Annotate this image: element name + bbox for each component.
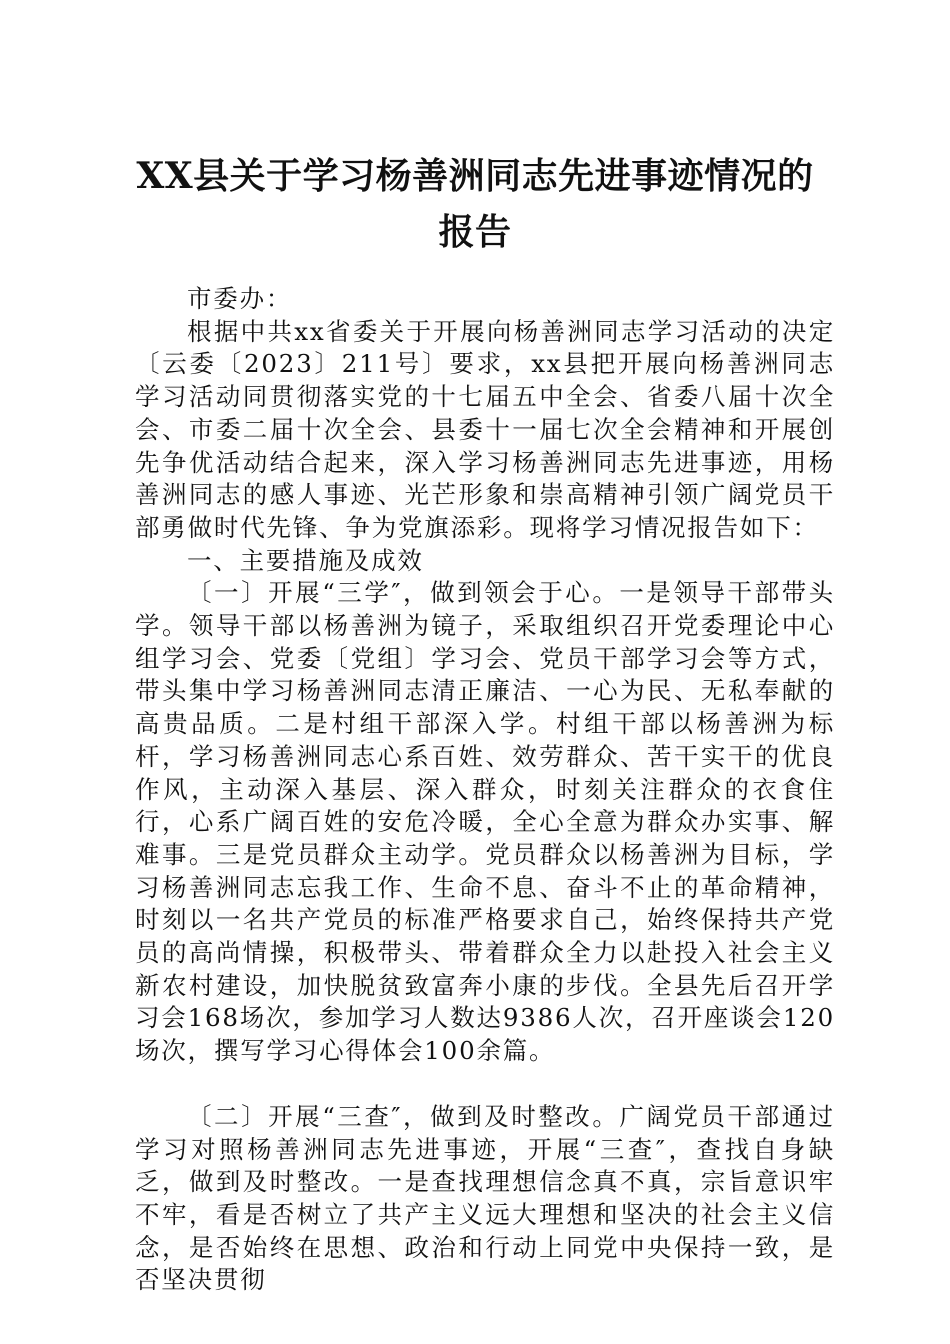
paragraph-three-checks: 〔二〕开展“三查″，做到及时整改。广阔党员干部通过学习对照杨善洲同志先进事迹，开展“三查″，查找自身缺乏，做到及时整改。一是查找理想信念真不真，宗旨意识牢不牢，看是否树立了共产主义远大理想和坚决的社会主义信念，是否始终在思想、政治和行动上同党中央保持一致，是否坚决贯彻 (135, 1101, 835, 1295)
salutation: 市委办： (187, 284, 293, 313)
document-title: XX县关于学习杨善洲同志先进事迹情况的报告 (136, 155, 814, 253)
document-body (135, 283, 835, 1297)
paragraph-intro: 根据中共xx省委关于开展向杨善洲同志学习活动的决定〔云委〔2023〕211号〕要求，xx县把开展向杨善洲同志学习活动同贯彻落实党的十七届五中全会、省委八届十次全会、市委二届十次全会、县委十一届七次全会精神和开展创先争优活动结合起来，深入学习杨善洲同志先进事迹，用杨善洲同志的感人事迹、光芒形象和崇高精神引领广阔党员干部勇做时代先锋、争为党旗添彩。现将学习情况报告如下： (135, 316, 835, 542)
paragraph-three-studies: 〔一〕开展“三学″，做到领会于心。一是领导干部带头学。领导干部以杨善洲为镜子，采取组织召开党委理论中心组学习会、党委〔党组〕学习会、党员干部学习会等方式，带头集中学习杨善洲同志清正廉洁、一心为民、无私奉献的高贵品质。二是村组干部深入学。村组干部以杨善洲为标杆，学习杨善洲同志心系百姓、效劳群众、苦干实干的优良作风，主动深入基层、深入群众，时刻关注群众的衣食住行，心系广阔百姓的安危冷暖，全心全意为群众办实事、解难事。三是党员群众主动学。党员群众以杨善洲为目标，学习杨善洲同志忘我工作、生命不息、奋斗不止的革命精神，时刻以一名共产党员的标准严格要求自己，始终保持共产党员的高尚情操，积极带头、带着群众全力以赴投入社会主义新农村建设，加快脱贫致富奔小康的步伐。全县先后召开学习会168场次，参加学习人数达9386人次，召开座谈会120场次，撰写学习心得体会100余篇。 (135, 578, 835, 1066)
section-heading: 一、主要措施及成效 (187, 545, 424, 575)
